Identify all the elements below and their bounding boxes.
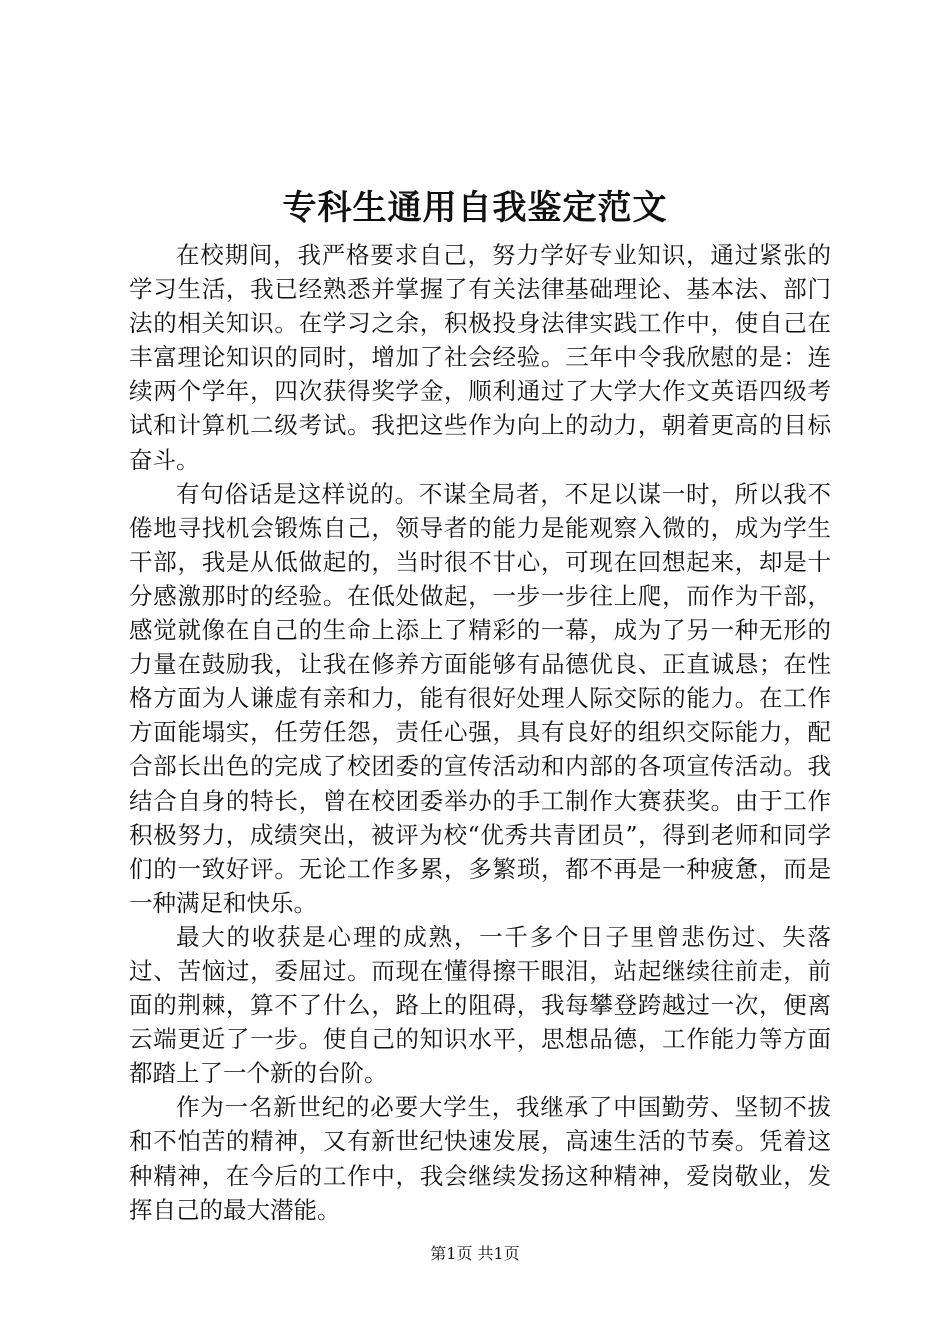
document-body [129, 238, 831, 1227]
paragraph-1: 在校期间，我严格要求自己，努力学好专业知识，通过紧张的学习生活，我已经熟悉并掌握了有关法律基础理论、基本法、部门法的相关知识。在学习之余，积极投身法律实践工作中，使自己在丰富理论知识的同时，增加了社会经验。三年中令我欣慰的是：连续两个学年，四次获得奖学金，顺利通过了大学大作文英语四级考试和计算机二级考试。我把这些作为向上的动力，朝着更高的目标奋斗。 [129, 241, 831, 474]
paragraph-3: 最大的收获是心理的成熟，一千多个日子里曾悲伤过、失落过、苦恼过，委屈过。而现在懂得擦干眼泪，站起继续往前走，前面的荆棘，算不了什么，路上的阻碍，我每攀登跨越过一次，便离云端更近了一步。使自己的知识水平，思想品德，工作能力等方面都踏上了一个新的台阶。 [129, 922, 831, 1088]
document-title: 专科生通用自我鉴定范文 [282, 188, 668, 228]
paragraph-4: 作为一名新世纪的必要大学生，我继承了中国勤劳、坚韧不拔和不怕苦的精神，又有新世纪快速发展，高速生活的节奏。凭着这种精神，在今后的工作中，我会继续发扬这种精神，爱岗敬业，发挥自己的最大潜能。 [129, 1093, 831, 1224]
page-footer: 第1页 共1页 [430, 1244, 520, 1263]
paragraph-2: 有句俗话是这样说的。不谋全局者，不足以谋一时，所以我不倦地寻找机会锻炼自己，领导者的能力是能观察入微的，成为学生干部，我是从低做起的，当时很不甘心，可现在回想起来，却是十分感激那时的经验。在低处做起，一步一步往上爬，而作为干部，感觉就像在自己的生命上添上了精彩的一幕，成为了另一种无形的力量在鼓励我，让我在修养方面能够有品德优良、正直诚恳；在性格方面为人谦虚有亲和力，能有很好处理人际交际的能力。在工作方面能塌实，任劳任怨，责任心强，具有良好的组织交际能力，配合部长出色的完成了校团委的宣传活动和内部的各项宣传活动。我结合自身的特长，曾在校团委举办的手工制作大赛获奖。由于工作积极努力，成绩突出，被评为校“优秀共青团员”，得到老师和同学们的一致好评。无论工作多累，多繁琐，都不再是一种疲惫，而是一种满足和快乐。 [129, 479, 831, 917]
